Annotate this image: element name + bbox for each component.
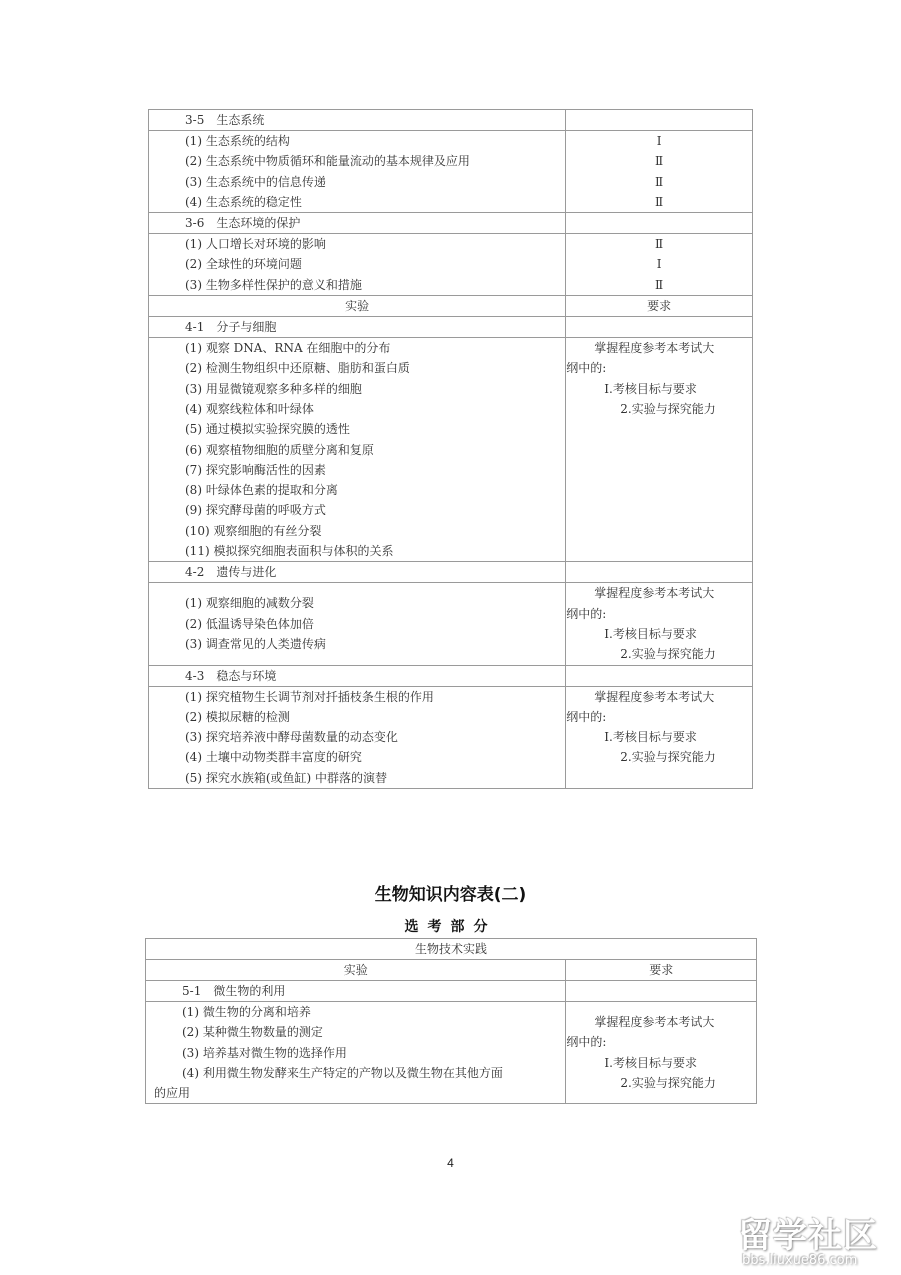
section-heading-row xyxy=(149,665,753,686)
list-item: (1) 探究植物生长调节剂对扦插枝条生根的作用 xyxy=(185,689,434,704)
page-number: 4 xyxy=(447,1156,454,1170)
level-cell xyxy=(566,213,753,234)
list-item: (11) 模拟探究细胞表面积与体积的关系 xyxy=(185,544,394,559)
section-items-row xyxy=(149,338,753,562)
content-table-continued xyxy=(148,109,753,789)
section-heading: 3-5 生态系统 xyxy=(149,110,566,131)
document-title: 生物知识内容表(二) xyxy=(374,885,527,905)
caption-row xyxy=(146,939,757,960)
list-item: (6) 观察植物细胞的质壁分离和复原 xyxy=(185,442,374,457)
header-row xyxy=(146,960,757,981)
section-heading: 4-1 分子与细胞 xyxy=(149,317,566,338)
list-item: (2) 全球性的环境问题 xyxy=(185,257,302,272)
list-item: (1) 生态系统的结构 xyxy=(185,134,290,148)
section-heading-row xyxy=(149,213,753,234)
list-item: (3) 生态系统中的信息传递 xyxy=(185,174,326,189)
section-heading: 4-2 遗传与进化 xyxy=(149,562,566,583)
section-heading: 4-3 稳态与环境 xyxy=(149,665,566,686)
list-item: (10) 观察细胞的有丝分裂 xyxy=(185,523,322,538)
section-items-row xyxy=(146,1002,757,1104)
elective-content-table xyxy=(145,938,757,1104)
level-value: Ⅱ xyxy=(655,194,664,209)
list-item: (3) 探究培养液中酵母菌数量的动态变化 xyxy=(185,730,398,745)
section-items-row xyxy=(149,234,753,296)
list-item: (2) 低温诱导染色体加倍 xyxy=(185,616,314,631)
list-item: (2) 生态系统中物质循环和能量流动的基本规律及应用 xyxy=(185,154,470,169)
list-item: (1) 观察 DNA、RNA 在细胞中的分布 xyxy=(185,341,391,356)
column-header-requirement: 要求 xyxy=(566,960,757,981)
list-item: (3) 培养基对微生物的选择作用 xyxy=(182,1045,347,1060)
list-item: (3) 调查常见的人类遗传病 xyxy=(185,637,326,652)
list-item: (2) 模拟尿糖的检测 xyxy=(185,709,290,724)
list-item: (4) 生态系统的稳定性 xyxy=(185,194,302,209)
list-item: (3) 用显微镜观察多种多样的细胞 xyxy=(185,381,362,396)
table-caption: 生物技术实践 xyxy=(146,939,757,960)
level-value: Ⅰ xyxy=(656,257,662,272)
section-heading: 5-1 微生物的利用 xyxy=(146,981,566,1002)
section-heading-row xyxy=(149,562,753,583)
list-item: (4) 利用微生物发酵来生产特定的产物以及微生物在其他方面 xyxy=(182,1065,503,1080)
section-items-row xyxy=(149,686,753,788)
section-heading: 3-6 生态环境的保护 xyxy=(149,213,566,234)
list-item: (8) 叶绿体色素的提取和分离 xyxy=(185,483,338,498)
requirement-cell: 掌握程度参考本考试大 纲中的: Ⅰ.考核目标与要求 2.实验与探究能力 xyxy=(566,1002,757,1104)
experiment-header-row xyxy=(149,296,753,317)
list-item: (3) 生物多样性保护的意义和措施 xyxy=(185,277,362,292)
level-value: Ⅱ xyxy=(655,237,664,252)
requirement-cell: 掌握程度参考本考试大 纲中的: Ⅰ.考核目标与要求 2.实验与探究能力 xyxy=(566,686,753,788)
section-heading-row xyxy=(149,110,753,131)
column-header-requirement: 要求 xyxy=(566,296,753,317)
list-item: (4) 土壤中动物类群丰富度的研究 xyxy=(185,750,362,765)
section-heading-row xyxy=(146,981,757,1002)
level-value: Ⅱ xyxy=(655,277,664,292)
section-subtitle: 选考部分 xyxy=(404,919,497,935)
list-item: (2) 某种微生物数量的测定 xyxy=(182,1025,323,1040)
list-item: (4) 观察线粒体和叶绿体 xyxy=(185,401,314,416)
column-header-experiment: 实验 xyxy=(149,296,566,317)
level-cell xyxy=(566,110,753,131)
list-item: (5) 通过模拟实验探究膜的透性 xyxy=(185,422,350,437)
section-items-row xyxy=(149,131,753,213)
list-item-continuation: 的应用 xyxy=(154,1086,191,1101)
watermark-logo xyxy=(738,1218,898,1268)
list-item: (5) 探究水族箱(或鱼缸) 中群落的演替 xyxy=(185,770,387,785)
watermark-url: bbs.liuxue86.com xyxy=(742,1253,858,1268)
level-value: Ⅰ xyxy=(656,134,662,148)
watermark-logo-text: 留学社区 xyxy=(738,1216,878,1256)
requirement-cell: 掌握程度参考本考试大 纲中的: Ⅰ.考核目标与要求 2.实验与探究能力 xyxy=(566,338,753,562)
level-value: Ⅱ xyxy=(655,154,664,169)
list-item: (7) 探究影响酶活性的因素 xyxy=(185,462,326,477)
list-item: (2) 检测生物组织中还原糖、脂肪和蛋白质 xyxy=(185,361,410,376)
section-items-row xyxy=(149,583,753,665)
column-header-experiment: 实验 xyxy=(146,960,566,981)
requirement-cell: 掌握程度参考本考试大 纲中的: Ⅰ.考核目标与要求 2.实验与探究能力 xyxy=(566,583,753,665)
list-item: (9) 探究酵母菌的呼吸方式 xyxy=(185,503,326,518)
section-heading-row xyxy=(149,317,753,338)
list-item: (1) 观察细胞的减数分裂 xyxy=(185,596,314,611)
list-item: (1) 微生物的分离和培养 xyxy=(182,1005,311,1019)
list-item: (1) 人口增长对环境的影响 xyxy=(185,237,326,252)
level-value: Ⅱ xyxy=(655,174,664,189)
